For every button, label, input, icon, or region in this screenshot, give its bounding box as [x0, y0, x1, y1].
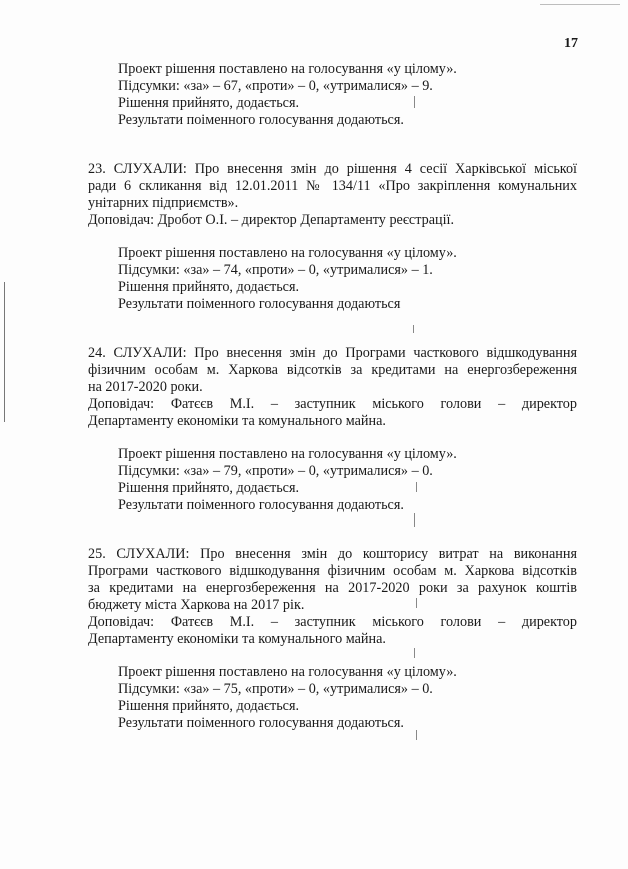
text-line: Підсумки: «за» – 74, «проти» – 0, «утрималися» – 1. [118, 262, 433, 278]
scan-artifact [413, 325, 414, 333]
text-line: Рішення прийнято, додається. [118, 95, 300, 111]
text-line: Підсумки: «за» – 67, «проти» – 0, «утрималися» – 9. [118, 78, 433, 94]
scan-artifact [414, 513, 415, 527]
text-line: на 2017-2020 роки. [88, 379, 203, 395]
text-line: Доповідач: Фатєєв М.І. – заступник міського голови – директор [88, 396, 577, 412]
text-line: Проект рішення поставлено на голосування «у цілому». [118, 446, 457, 462]
scan-artifact [416, 482, 417, 492]
text-line: Проект рішення поставлено на голосування «у цілому». [118, 61, 457, 77]
text-line: за кредитами на енергозбереження на 2017-2020 роки за рахунок коштів [88, 580, 577, 596]
scan-artifact [414, 96, 415, 108]
scan-margin-mark [4, 282, 5, 422]
text-line: 24. СЛУХАЛИ: Про внесення змін до Програми часткового відшкодування [88, 345, 577, 361]
text-line: Програми часткового відшкодування фізичним особам м. Харкова відсотків [88, 563, 577, 579]
text-line: Підсумки: «за» – 79, «проти» – 0, «утрималися» – 0. [118, 463, 433, 479]
text-line: Рішення прийнято, додається. [118, 279, 300, 295]
text-line: Результати поіменного голосування додаються. [118, 112, 404, 128]
scan-artifact [416, 598, 417, 608]
text-line: ради 6 скликання від 12.01.2011 № 134/11 «Про закріплення комунальних [88, 178, 577, 194]
text-line: 23. СЛУХАЛИ: Про внесення змін до рішення 4 сесії Харківської міської [88, 161, 577, 177]
text-line: Рішення прийнято, додається. [118, 698, 300, 714]
text-line: 25. СЛУХАЛИ: Про внесення змін до кошторису витрат на виконання [88, 546, 577, 562]
text-line: Результати поіменного голосування додаються. [118, 715, 404, 731]
scan-edge-line [540, 4, 620, 5]
text-line: Рішення прийнято, додається. [118, 480, 300, 496]
page-number: 17 [564, 36, 578, 51]
text-line: Проект рішення поставлено на голосування «у цілому». [118, 245, 457, 261]
text-line: Підсумки: «за» – 75, «проти» – 0, «утрималися» – 0. [118, 681, 433, 697]
text-line: Доповідач: Дробот О.І. – директор Департаменту реєстрації. [88, 212, 455, 228]
text-line: Доповідач: Фатєєв М.І. – заступник міського голови – директор [88, 614, 577, 630]
text-line: унітарних підприємств». [88, 195, 239, 211]
text-line: бюджету міста Харкова на 2017 рік. [88, 597, 305, 613]
text-line: Результати поіменного голосування додаються. [118, 497, 404, 513]
text-line: фізичним особам м. Харкова відсотків за кредитами на енергозбереження [88, 362, 577, 378]
scan-artifact [414, 648, 415, 658]
text-line: Проект рішення поставлено на голосування «у цілому». [118, 664, 457, 680]
text-line: Департаменту економіки та комунального майна. [88, 631, 386, 647]
text-line: Департаменту економіки та комунального майна. [88, 413, 386, 429]
scan-artifact [416, 730, 417, 740]
text-line: Результати поіменного голосування додаються [118, 296, 401, 312]
